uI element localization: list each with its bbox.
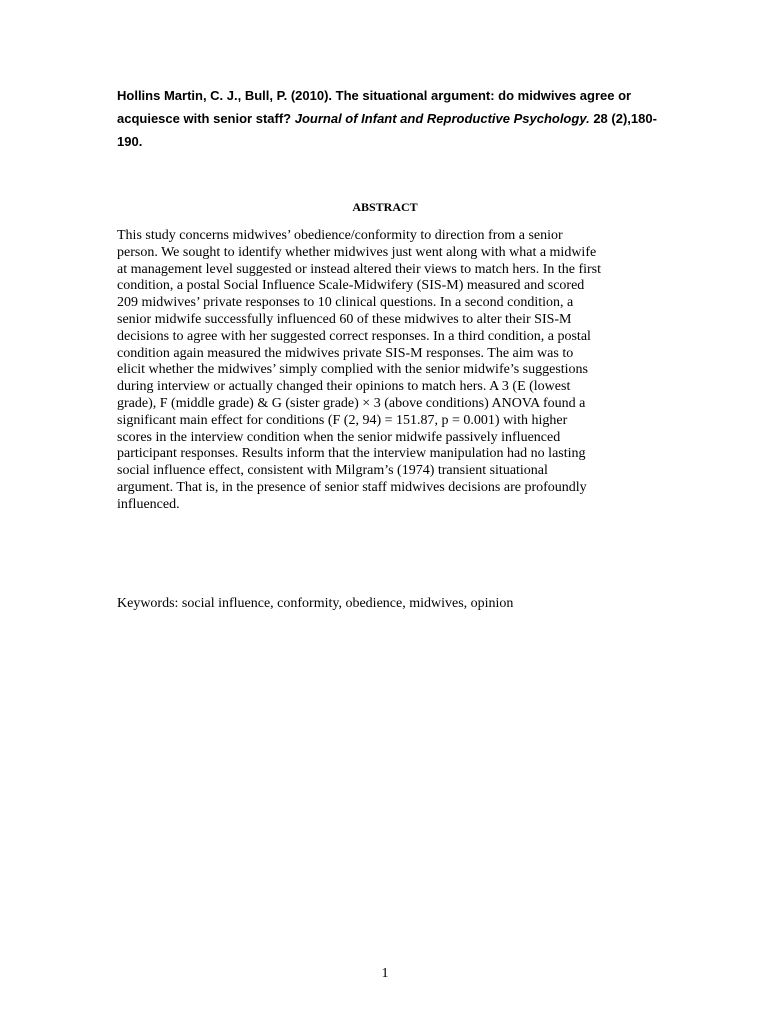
keywords: Keywords: social influence, conformity, obedience, midwives, opinion [117,596,514,611]
abstract-line: at management level suggested or instead altered their views to match hers. In the first [117,261,602,277]
abstract-line: social influence effect, consistent with Milgram’s (1974) transient situational [117,463,548,479]
abstract-line: during interview or actually changed their opinions to match hers. A 3 (E (lowest [117,379,571,395]
page-number: 1 [381,966,389,981]
abstract-line: 209 midwives’ private responses to 10 clinical questions. In a second condition, a [117,295,574,311]
abstract-line: grade), F (middle grade) & G (sister grade) × 3 (above conditions) ANOVA found a [117,395,586,411]
abstract-line: decisions to agree with her suggested correct responses. In a third condition, a postal [117,328,591,344]
abstract-heading: ABSTRACT [352,200,418,214]
citation-volume-pages: 28 (2),180-190. [117,111,657,149]
abstract-line: person. We sought to identify whether midwives just went along with what a midwife [117,244,597,260]
abstract-line: condition, a postal Social Influence Scale-Midwifery (SIS-M) measured and scored [117,278,585,294]
abstract-body [117,228,652,514]
abstract-line: This study concerns midwives’ obedience/conformity to direction from a senior [117,228,563,243]
abstract-line: influenced. [117,496,180,512]
abstract-line: participant responses. Results inform that the interview manipulation had no lasting [117,446,586,462]
citation [117,84,657,153]
abstract-line: argument. That is, in the presence of senior staff midwives decisions are profoundly [117,479,587,495]
abstract-line: condition again measured the midwives private SIS-M responses. The aim was to [117,345,574,361]
abstract-line: significant main effect for conditions (F (2, 94) = 151.87, p = 0.001) with higher [117,412,568,428]
citation-journal: Journal of Infant and Reproductive Psychology. [294,111,590,126]
abstract-line: elicit whether the midwives’ simply complied with the senior midwife’s suggestions [117,362,588,378]
abstract-line: senior midwife successfully influenced 60 of these midwives to alter their SIS-M [117,311,572,327]
abstract-line: scores in the interview condition when the senior midwife passively influenced [117,429,561,445]
citation-authors-title: Hollins Martin, C. J., Bull, P. (2010). The situational argument: do midwives agree or acquiesce with senior staff? [117,88,632,126]
